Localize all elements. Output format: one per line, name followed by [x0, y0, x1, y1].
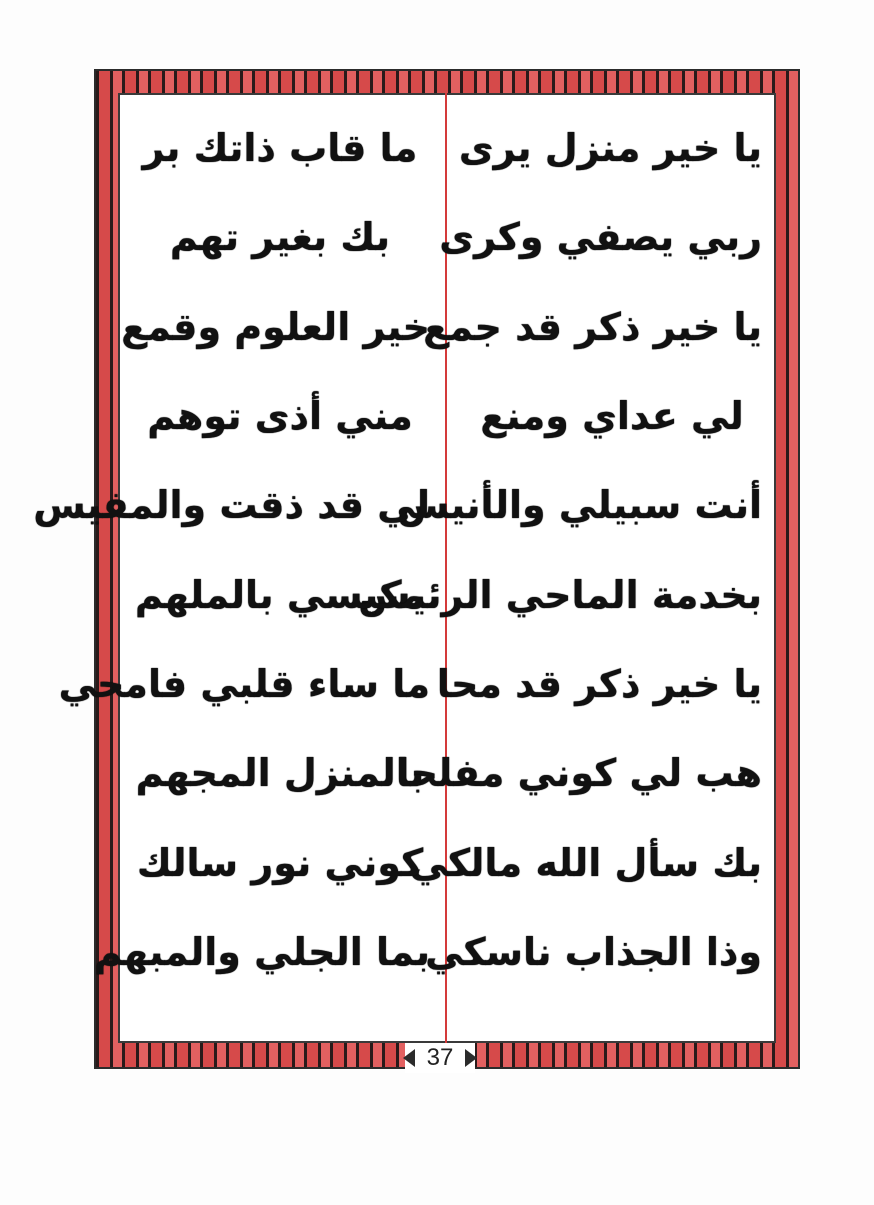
verse-line: كوني نور سالك — [136, 840, 424, 885]
verse-line: أنت سبيلي والأنيس — [396, 483, 762, 528]
verse-line: بك سأل الله مالكي — [409, 840, 762, 885]
verse-line: لي عداي ومنع — [480, 393, 744, 438]
verse-line: وذا الجذاب ناسكي — [425, 929, 762, 974]
verse-line: ربي يصفي وكرى — [439, 215, 762, 260]
verse-line: مني أذى توهم — [147, 393, 413, 438]
verse-line: ما قاب ذاتك بر — [142, 126, 418, 170]
verse-line: يا خير ذكر قد محا — [436, 661, 762, 706]
verse-line: يا خير منزل يرى — [458, 126, 762, 170]
right-verse-column — [358, 110, 762, 990]
verse-line: لي قد ذقت والمفيس — [33, 483, 430, 528]
verse-line: بخدمة الماحي الرئيس — [358, 572, 762, 617]
page-number-badge — [405, 1043, 475, 1073]
verse-line: يا خير ذكر قد جمع — [423, 304, 762, 349]
verse-line: بالمنزل المجهم — [135, 751, 425, 796]
verse-line: ما ساء قلبي فامحي — [58, 661, 430, 706]
verse-line: هب لي كوني مفلحا — [396, 751, 762, 796]
verse-line: مكيسي بالملهم — [134, 572, 426, 617]
left-verse-column — [33, 110, 430, 990]
verse-line: بما الجلي والمبهم — [94, 929, 430, 974]
verse-line: خير العلوم وقمع — [121, 304, 430, 349]
verse-line: بك بغير تهم — [169, 215, 391, 260]
page-number: 37 — [426, 1044, 454, 1071]
